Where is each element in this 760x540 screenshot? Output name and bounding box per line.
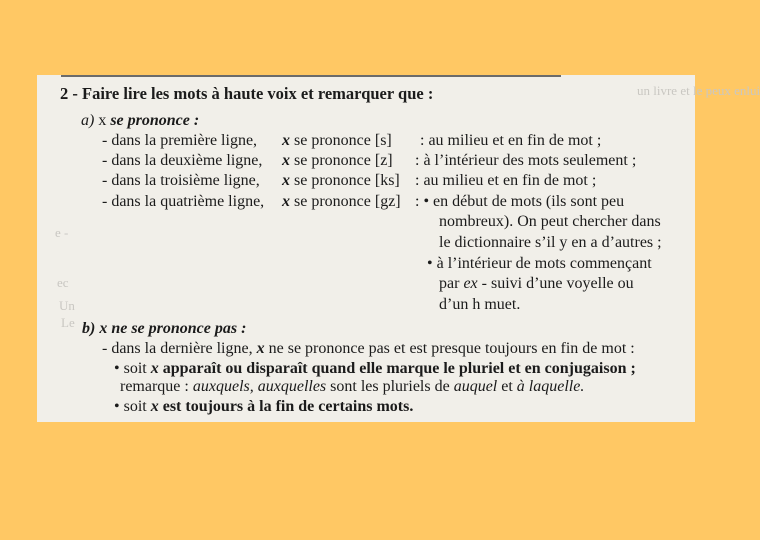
section-a-x: x [98, 112, 107, 129]
b-line3-and: et [501, 378, 513, 395]
section-b-line [120, 378, 584, 396]
section-a-marker: a) [81, 112, 95, 129]
rule-row-sound [282, 193, 401, 211]
row-sound: se prononce [s] [294, 132, 392, 149]
letter-x: x [256, 340, 265, 357]
rule-row-desc: : au milieu et en fin de mot ; [415, 172, 597, 189]
gz-continuation: le dictionnaire s’il y en a d’autres ; [439, 234, 662, 251]
scanned-page [37, 75, 760, 422]
b-line3-mid: sont les pluriels de [330, 378, 450, 395]
letter-x: x [282, 193, 290, 210]
rule-row-desc: : au milieu et en fin de mot ; [420, 132, 602, 149]
gz-suivi: - suivi d’une voyelle ou [477, 275, 634, 292]
rule-row-desc: : à l’intérieur des mots seulement ; [415, 152, 637, 169]
b-line3-word2: à laquelle. [516, 378, 585, 395]
section-b-line [114, 398, 413, 416]
section-a-title-text: se prononce : [110, 112, 200, 129]
section-b-line [102, 340, 635, 358]
bleed-through: Le [61, 315, 75, 330]
bleed-through: ec [57, 275, 69, 290]
letter-x: x [150, 398, 159, 415]
bleed-through: e - [55, 225, 69, 240]
b-line2-rest: apparaît ou disparaît quand elle marque le pluriel et en conjugaison ; [162, 360, 636, 377]
row-sound: se prononce [gz] [294, 193, 401, 210]
b-line4-rest: est toujours à la fin de certains mots. [162, 398, 414, 415]
bleed-through: un livre et le peux enlui [637, 83, 760, 98]
b-line1-rest: ne se prononce pas et est presque toujours en fin de mot : [268, 340, 635, 357]
row-prefix: - dans la première ligne, [102, 132, 258, 149]
b-line3-words: auxquels, auxquelles [192, 378, 327, 395]
rule-row-sound [282, 132, 392, 150]
row-sound: se prononce [ks] [294, 172, 400, 189]
section-b-marker: b) [82, 320, 96, 337]
rule-row [102, 132, 257, 150]
b-line3-word1: auquel [453, 378, 498, 395]
gz-continuation: • à l’intérieur de mots commençant [427, 255, 652, 272]
gz-continuation [439, 275, 634, 293]
section-b-title [82, 320, 246, 338]
rule-row-desc: : • en début de mots (ils sont peu [415, 193, 625, 210]
gz-ex: ex [463, 275, 478, 292]
b-line4-bullet: • soit [114, 398, 147, 415]
b-line2-bullet: • soit [114, 360, 147, 377]
section-b-title-text: x ne se prononce pas : [99, 320, 247, 337]
b-line1-prefix: - dans la dernière ligne, [102, 340, 253, 357]
gz-continuation: d’un h muet. [439, 296, 521, 313]
rule-row [102, 193, 264, 211]
rule-row [102, 172, 260, 190]
letter-x: x [150, 360, 159, 377]
row-prefix: - dans la troisième ligne, [102, 172, 260, 189]
letter-x: x [282, 172, 290, 189]
section-a-title [81, 112, 199, 130]
row-sound: se prononce [z] [294, 152, 393, 169]
letter-x: x [282, 152, 290, 169]
rule-row [102, 152, 262, 170]
section-b-line [114, 360, 636, 378]
row-prefix: - dans la deuxième ligne, [102, 152, 263, 169]
b-line3-remark: remarque : [120, 378, 189, 395]
row-prefix: - dans la quatrième ligne, [102, 193, 265, 210]
top-rule [61, 75, 561, 77]
gz-continuation: nombreux). On peut chercher dans [439, 213, 661, 230]
rule-row-sound [282, 152, 393, 170]
bleed-through: Un [59, 298, 75, 313]
letter-x: x [282, 132, 290, 149]
exercise-heading: 2 - Faire lire les mots à haute voix et remarquer que : [60, 84, 434, 103]
rule-row-sound [282, 172, 400, 190]
gz-par: par [439, 275, 460, 292]
